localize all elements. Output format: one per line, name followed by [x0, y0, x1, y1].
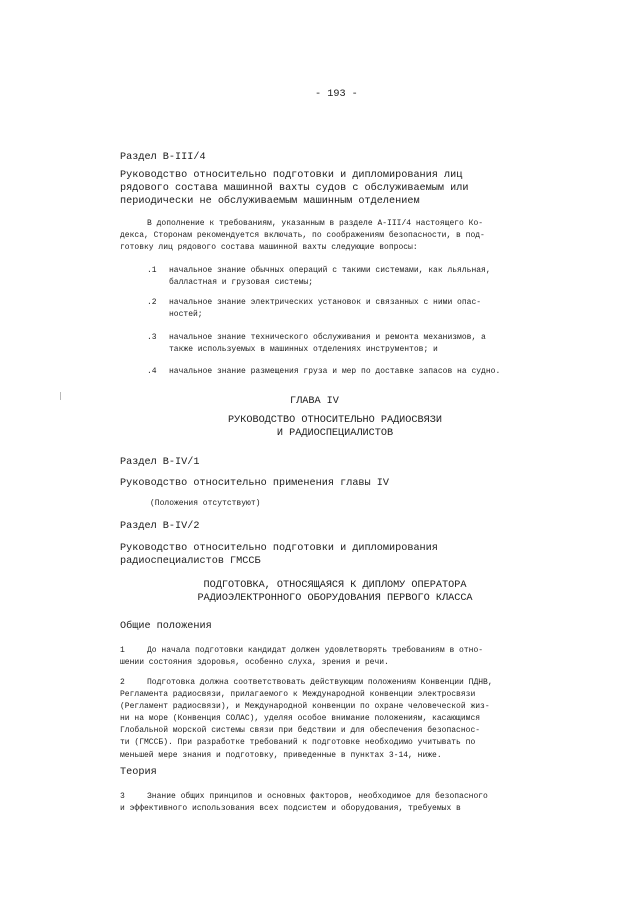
chapter-title — [170, 415, 500, 441]
training-title-line: ПОДГОТОВКА, ОТНОСЯЩАЯСЯ К ДИПЛОМУ ОПЕРАТОРА — [203, 580, 467, 591]
paragraph-line: (Регламент радиосвязи), и Международной конвенции по охране человеческой жиз- — [120, 702, 490, 712]
section-label: Раздел В-IV/2 — [120, 521, 200, 532]
section-note: (Положения отсутствуют) — [150, 499, 261, 508]
intro-paragraph — [120, 218, 485, 254]
paragraph-line: ти (ГМССБ). При разработке требований к подготовке необходимо учитывать по — [120, 738, 476, 748]
list-item-line: начальное знание обычных операций с такими системами, как льяльная, — [169, 266, 491, 275]
paragraph-line: шении состояния здоровья, особенно слуха, зрения и речи. — [120, 658, 389, 668]
paragraph-number: 3 — [120, 792, 125, 801]
chapter-title-line: И РАДИОСПЕЦИАЛИСТОВ — [276, 427, 394, 439]
paragraph — [120, 677, 493, 762]
list-item-line: начальное знание электрических установок и связанных с ними опас- — [169, 298, 482, 307]
paragraph-number: 2 — [120, 678, 125, 687]
subsection-heading: Общие положения — [120, 621, 212, 632]
list-item-number: .3 — [147, 333, 157, 342]
section-title-line: рядового состава машинной вахты судов с обслуживаемым или — [120, 182, 469, 194]
section-title-line: радиоспециалистов ГМССБ — [120, 555, 261, 567]
training-title-line: РАДИОЭЛЕКТРОННОГО ОБОРУДОВАНИЯ ПЕРВОГО КЛАССА — [197, 592, 473, 604]
paragraph — [120, 645, 483, 669]
list-item — [169, 366, 500, 378]
list-item-line: ностей; — [169, 310, 203, 320]
list-item-line: начальное знание технического обслуживания и ремонта механизмов, а — [169, 333, 486, 342]
list-item — [169, 265, 491, 289]
list-item-number: .4 — [147, 367, 157, 376]
paragraph-line: декса, Сторонам рекомендуется включать, по соображениям безопасности, в под- — [120, 231, 485, 241]
paragraph-line: и эффективного использования всех подсистем и оборудования, требуемых в — [120, 804, 461, 814]
paragraph-line: готовку лиц рядового состава машинной вахты следующие вопросы: — [120, 243, 418, 253]
list-item-line: начальное знание размещения груза и мер по доставке запасов на судно. — [169, 367, 501, 376]
section-title-line: Руководство относительно подготовки и дипломирования — [120, 543, 438, 554]
paragraph-line: В дополнение к требованиям, указанным в разделе А-III/4 настоящего Ко- — [147, 219, 484, 228]
paragraph — [120, 791, 488, 815]
paragraph-line: Глобальной морской системы связи при бедствии и для обеспечения безопаснос- — [120, 726, 481, 736]
subsection-heading: Теория — [120, 767, 157, 778]
section-title: Руководство относительно применения главы IV — [120, 478, 389, 489]
page-number: - 193 - — [315, 89, 358, 100]
section-label: Раздел В-IV/1 — [120, 457, 200, 468]
list-item-number: .2 — [147, 298, 157, 307]
paragraph-line: ни на море (Конвенция СОЛАС), уделяя особое внимание положениям, касающимся — [120, 714, 481, 724]
section-title — [120, 543, 438, 569]
paragraph-line: меньшей мере знания и подготовку, приведенные в пунктах 3-14, ниже. — [120, 750, 442, 760]
paragraph-line: Регламента радиосвязи, прилагаемого к Международной конвенции электросвязи — [120, 690, 476, 700]
paragraph-line: До начала подготовки кандидат должен удовлетворять требованиям в отно- — [147, 646, 484, 655]
list-item-line: также используемых в машинных отделениях инструментов; и — [169, 345, 438, 355]
chapter-label: ГЛАВА IV — [290, 396, 339, 407]
section-label: Раздел В-III/4 — [120, 152, 206, 163]
list-item-number: .1 — [147, 266, 157, 275]
paragraph-line: Знание общих принципов и основных факторов, необходимое для безопасного — [147, 792, 488, 801]
list-item — [169, 332, 486, 356]
training-title — [150, 580, 520, 606]
section-title-line: периодически не обслуживаемым машинным отделением — [120, 195, 420, 207]
list-item-line: балластная и грузовая системы; — [169, 278, 314, 288]
chapter-title-line: РУКОВОДСТВО ОТНОСИТЕЛЬНО РАДИОСВЯЗИ — [228, 415, 442, 426]
paragraph-line: Подготовка должна соответствовать действующим положениям Конвенции ПДНВ, — [147, 678, 493, 687]
margin-mark — [60, 392, 61, 400]
paragraph-number: 1 — [120, 646, 125, 655]
section-title — [120, 170, 468, 208]
list-item — [169, 297, 481, 321]
section-title-line: Руководство относительно подготовки и дипломирования лиц — [120, 170, 463, 181]
